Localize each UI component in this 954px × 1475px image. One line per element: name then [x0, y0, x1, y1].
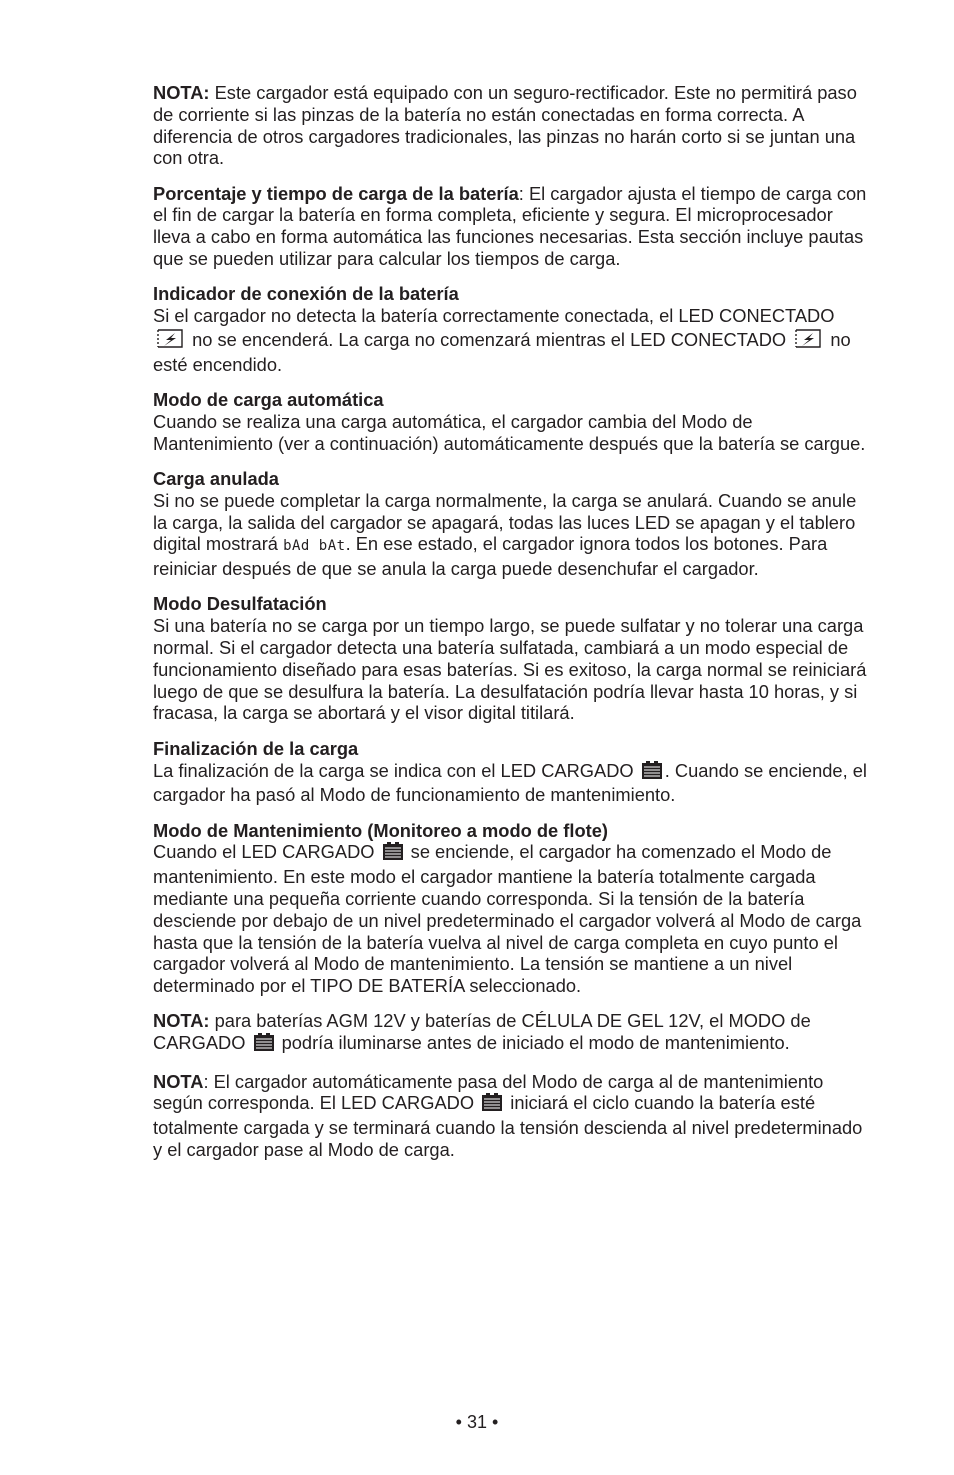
desulfatacion-text: Si una batería no se carga por un tiempo largo, se puede sulfatar y no tolerar una carga normal. Si el cargador detecta una batería sulfatada, cambiará a un modo especial de funcionamiento diseñado para esas baterías. Si es exitoso, la carga normal se reiniciará luego de que se desulfura la batería. La desulfatación podría llevar hasta 10 horas, y si fracasa, la carga se abortará y el visor digital titilará. — [153, 615, 867, 724]
finalizacion-heading: Finalización de la carga — [153, 737, 359, 759]
nota-agm-text-1: para baterías AGM 12V y baterías de CÉLULA DE GEL 12V, el MODO de CARGADO — [153, 1010, 811, 1054]
nota-auto-label: NOTA — [153, 1070, 204, 1092]
finalizacion-text-1: La finalización de la carga se indica con el LED CARGADO — [153, 759, 639, 781]
finalizacion-text-2: . Cuando se enciende, el cargador ha pasó al Modo de funcionamiento de mantenimiento. — [153, 759, 867, 806]
porcentaje-label: Porcentaje y tiempo de carga de la batería — [153, 182, 519, 204]
anulada-section — [153, 468, 869, 580]
porcentaje-paragraph — [153, 183, 869, 270]
manual-page — [153, 82, 869, 1174]
indicador-text-3: no esté encendido. — [153, 328, 851, 375]
automatica-section — [153, 389, 869, 454]
indicador-text-2: no se encenderá. La carga no comenzará mientras el LED CONECTADO — [187, 328, 792, 350]
anulada-text-2: . En ese estado, el cargador ignora todos los botones. Para reiniciar después de que se anula la carga puede desenchufar el cargador. — [153, 533, 828, 580]
connected-led-icon — [793, 327, 823, 354]
nota-auto-text-2: iniciará el ciclo cuando la batería esté totalmente cargada y se terminará cuando la tensión descienda al nivel predeterminado y el cargador pase al Modo de carga. — [153, 1092, 863, 1160]
charged-led-icon — [382, 841, 404, 866]
charged-led-icon — [481, 1092, 503, 1117]
desulfatacion-section — [153, 593, 869, 724]
bad-bat-display: bAd bAt — [283, 538, 346, 555]
finalizacion-section — [153, 738, 869, 806]
anulada-text-1: Si no se puede completar la carga normalmente, la carga se anulará. Cuando se anule la carga, la salida del cargador se apagará, todas las luces LED se apagan y el tablero digital mostrará — [153, 489, 857, 555]
indicador-section — [153, 283, 869, 375]
desulfatacion-heading: Modo Desulfatación — [153, 593, 327, 615]
charged-led-icon — [253, 1032, 275, 1057]
nota-agm-label: NOTA: — [153, 1010, 210, 1032]
nota-rectifier — [153, 82, 869, 169]
anulada-heading: Carga anulada — [153, 467, 279, 489]
nota-auto — [153, 1071, 869, 1161]
nota-agm-text-2: podría iluminarse antes de iniciado el modo de mantenimiento. — [276, 1032, 790, 1054]
nota-label: NOTA: — [153, 82, 210, 103]
nota-auto-text-1: : El cargador automáticamente pasa del Modo de carga al de mantenimiento según corresponda. El LED CARGADO — [153, 1070, 824, 1114]
porcentaje-text: : El cargador ajusta el tiempo de carga con el fin de cargar la batería en forma completa, eficiente y segura. El microprocesador lleva a cabo en forma automática las funciones necesarias. Esta sección incluye pautas que se pueden utilizar para calcular los tiempos de carga. — [153, 182, 867, 270]
indicador-heading: Indicador de conexión de la batería — [153, 283, 459, 305]
automatica-text: Cuando se realiza una carga automática, el cargador cambia del Modo de Mantenimiento (ver a continuación) automáticamente después que la batería se cargue. — [153, 410, 866, 454]
indicador-text-1: Si el cargador no detecta la batería correctamente conectada, el LED CONECTADO — [153, 305, 835, 327]
mantenimiento-text-2: se enciende, el cargador ha comenzado el Modo de mantenimiento. En este modo el cargador mantiene la batería totalmente cargada mediante una pequeña corriente cuando corresponda. Si la tensión de la batería desciende por debajo de un nivel predeterminado el cargador volverá al Modo de carga hasta que la tensión de la batería vuelva al nivel de carga completa en cuyo punto el cargador volverá al Modo de mantenimiento. La tensión se mantiene a un nivel determinado por el TIPO DE BATERÍA seleccionado. — [153, 841, 862, 997]
nota-text: Este cargador está equipado con un seguro-rectificador. Este no permitirá paso de corriente si las pinzas de la batería no están conectadas en forma correcta. A diferencia de otros cargadores tradicionales, las pinzas no harán corto si se juntan una con otra. — [153, 82, 857, 169]
mantenimiento-heading: Modo de Mantenimiento (Monitoreo a modo de flote) — [153, 819, 608, 841]
mantenimiento-text-1: Cuando el LED CARGADO — [153, 841, 380, 863]
connected-led-icon — [155, 327, 185, 354]
mantenimiento-section — [153, 820, 869, 997]
page-number: • 31 • — [455, 1412, 499, 1432]
charged-led-icon — [641, 760, 663, 785]
nota-agm — [153, 1010, 869, 1057]
automatica-heading: Modo de carga automática — [153, 389, 384, 411]
